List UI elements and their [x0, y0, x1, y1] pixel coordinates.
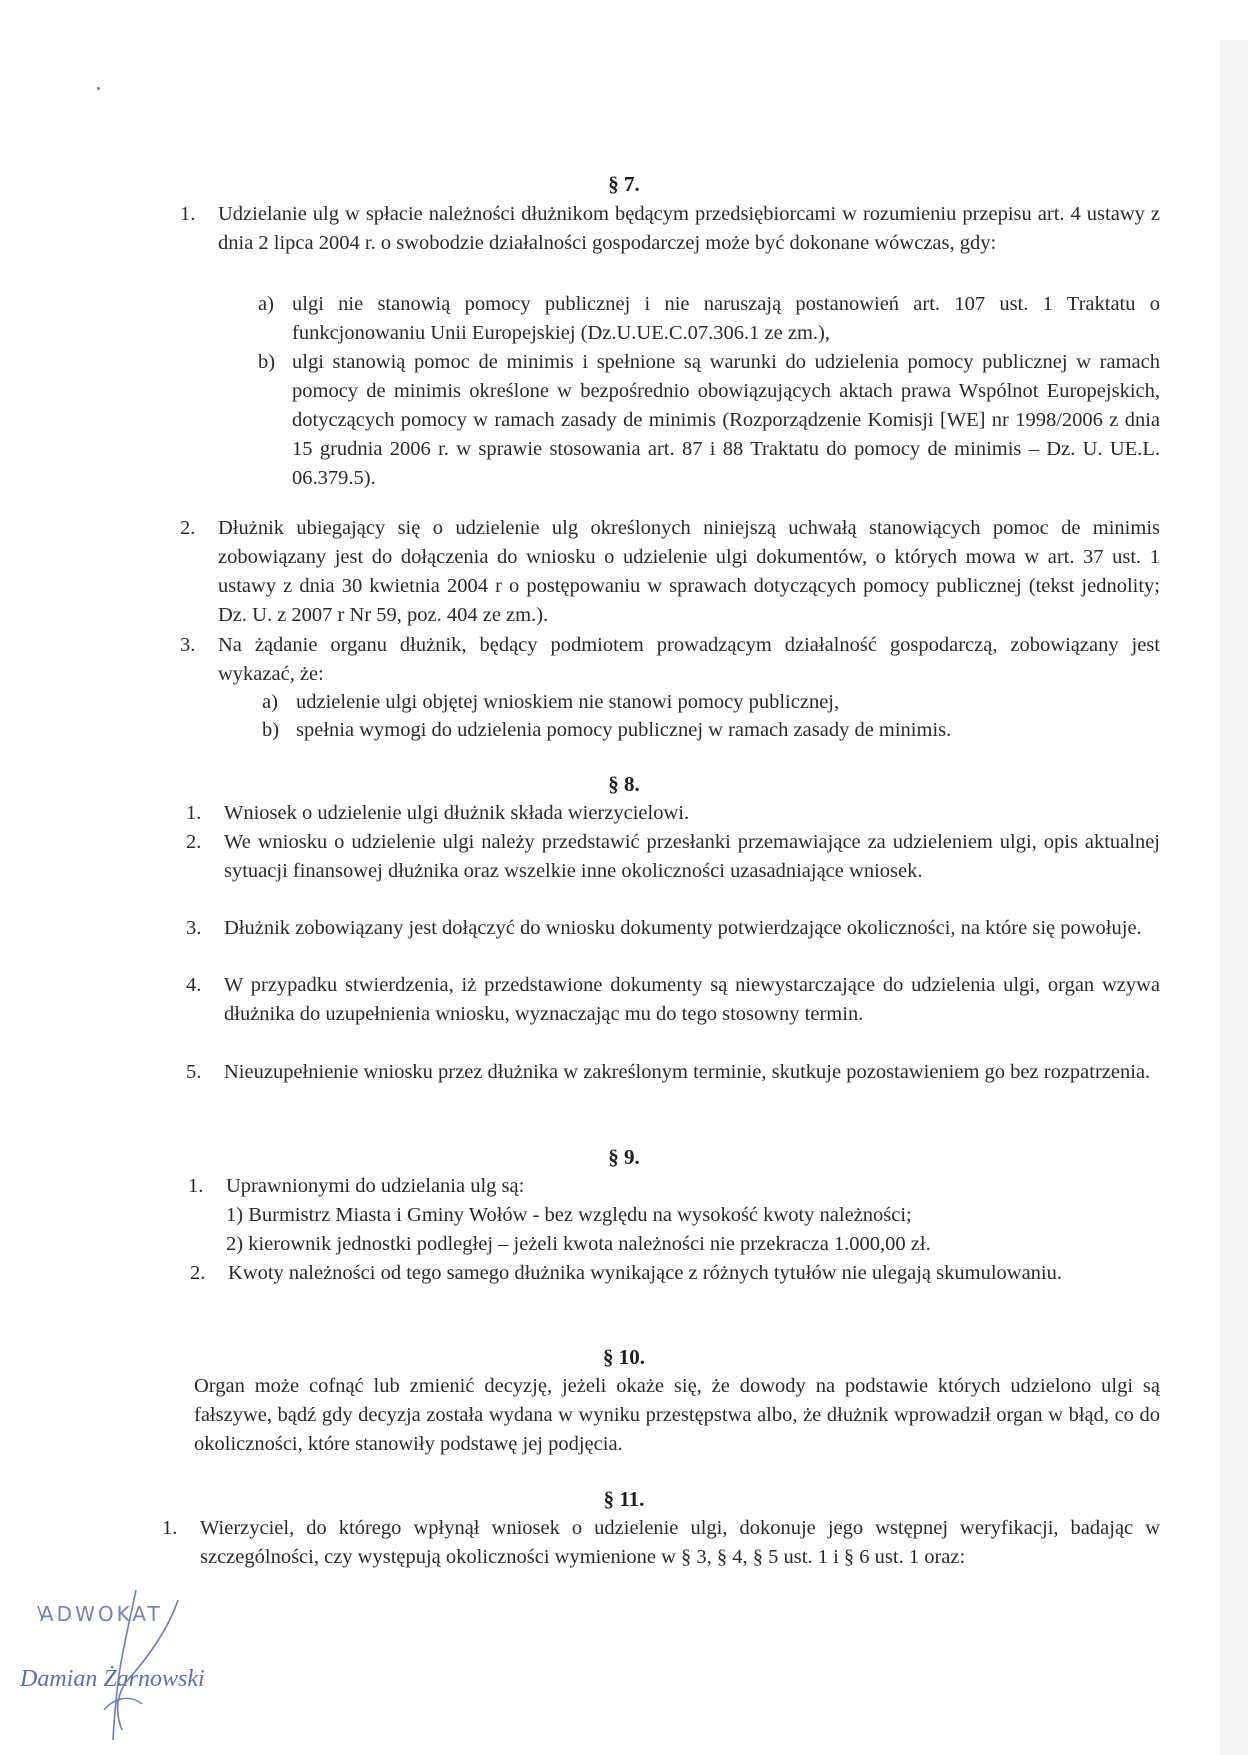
section-8-item-1 — [186, 799, 1160, 828]
section-9-heading: § 9. — [608, 1145, 640, 1169]
section-10-text: Organ może cofnąć lub zmienić decyzję, jeżeli okaże się, że dowody na podstawie których udzielono ulgi są fałszywe, bądź gdy decyzja została wydana w wyniku przestępstwa albo, że dłużnik wprowadził organ w błąd, co do okoliczności, które stanowiły podstawę jej podjęcia. — [194, 1375, 1160, 1455]
stamp-title: ADWOKAT — [40, 1602, 163, 1626]
item-number: 2. — [180, 517, 196, 539]
section-8-item-5 — [186, 1058, 1160, 1087]
section-8-heading: § 8. — [608, 772, 640, 796]
section-7-item-1 — [180, 200, 1160, 258]
item-number: 3. — [186, 917, 202, 939]
item-letter: a) — [258, 293, 274, 315]
item-text: We wniosku o udzielenie ulgi należy przedstawić przesłanki przemawiające za udzieleniem ulgi, opis aktualnej sytuacji finansowej dłużnika oraz wszelkie inne okoliczności uzasadniające wniosek. — [224, 831, 1160, 882]
section-10-heading: § 10. — [603, 1345, 645, 1369]
item-letter: b) — [262, 719, 280, 741]
item-letter: b) — [258, 351, 276, 373]
item-number: 1. — [188, 1175, 204, 1197]
section-9-item-1 — [188, 1172, 1160, 1201]
item-text: spełnia wymogi do udzielenia pomocy publicznej w ramach zasady de minimis. — [296, 719, 952, 741]
item-text: Wniosek o udzielenie ulgi dłużnik składa wierzycielowi. — [224, 802, 690, 824]
section-8-item-2 — [186, 828, 1160, 886]
item-text: ulgi nie stanowią pomocy publicznej i nie naruszają postanowień art. 107 ust. 1 Traktatu o funkcjonowaniu Unii Europejskiej (Dz.U.UE.C.07.306.1 ze zm.), — [292, 293, 1160, 344]
item-number: 2. — [186, 831, 202, 853]
item-number: 4. — [186, 974, 202, 996]
item-number: 1. — [180, 203, 196, 225]
item-text: Uprawnionymi do udzielania ulg są: — [226, 1175, 525, 1197]
item-text: Dłużnik ubiegający się o udzielenie ulg określonych niniejszą uchwałą stanowiących pomoc de minimis zobowiązany jest do dołączenia do wniosku o udzielenie ulgi dokumentów, o których mowa w art. 37 ust. 1 ustawy z dnia 30 kwietnia 2004 r o postępowaniu w sprawach dotyczących pomocy publicznej (tekst jednolity; Dz. U. z 2007 r Nr 59, poz. 404 ze zm.). — [218, 517, 1160, 626]
section-7-item-1-a — [258, 290, 1160, 348]
item-text: Udzielanie ulg w spłacie należności dłużnikom będącym przedsiębiorcami w rozumieniu przepisu art. 4 ustawy z dnia 2 lipca 2004 r. o swobodzie działalności gospodarczej może być dokonane wówczas, gdy: — [218, 203, 1160, 254]
section-8-item-4 — [186, 971, 1160, 1029]
item-text: udzielenie ulgi objętej wnioskiem nie stanowi pomocy publicznej, — [296, 691, 840, 713]
item-text: Dłużnik zobowiązany jest dołączyć do wniosku dokumenty potwierdzające okoliczności, na które się powołuje. — [224, 917, 1142, 939]
section-7-item-1-b — [258, 348, 1160, 493]
item-text: Na żądanie organu dłużnik, będący podmiotem prowadzącym działalność gospodarczą, zobowiązany jest wykazać, że: — [218, 634, 1160, 685]
section-8-item-3 — [186, 914, 1160, 943]
section-9-subitem-1: 1) Burmistrz Miasta i Gminy Wołów - bez względu na wysokość kwoty należności; — [226, 1204, 912, 1226]
advocate-stamp — [18, 1590, 248, 1750]
section-7-item-3 — [180, 631, 1160, 689]
item-text: Wierzyciel, do którego wpłynął wniosek o udzielenie ulgi, dokonuje jego wstępnej weryfikacji, badając w szczególności, czy występują okoliczności wymienione w § 3, § 4, § 5 ust. 1 i § 6 ust. 1 oraz: — [200, 1517, 1160, 1568]
scan-speck — [97, 87, 100, 90]
item-text: Kwoty należności od tego samego dłużnika wynikające z różnych tytułów nie ulegają skumulowaniu. — [228, 1262, 1063, 1284]
stamp-name: Damian Żarnowski — [20, 1666, 205, 1692]
section-9-item-2 — [190, 1259, 1160, 1288]
section-7-item-3-b — [262, 716, 1160, 745]
item-text: W przypadku stwierdzenia, iż przedstawione dokumenty są niewystarczające do udzielenia ulgi, organ wzywa dłużnika do uzupełnienia wniosku, wyznaczając mu do tego stosowny termin. — [224, 974, 1160, 1025]
item-text: ulgi stanowią pomoc de minimis i spełnione są warunki do udzielenia pomocy publicznej w ramach pomocy de minimis określone w bezpośrednio obowiązujących aktach prawa Wspólnot Europejskich, dotyczących pomocy w ramach zasady de minimis (Rozporządzenie Komisji [WE] nr 1998/2006 z dnia 15 grudnia 2006 r. w sprawie stosowania art. 87 i 88 Traktatu do pomocy de minimis – Dz. U. UE.L. 06.379.5). — [292, 351, 1160, 489]
section-7-item-2 — [180, 514, 1160, 630]
handwritten-signature — [18, 1590, 248, 1750]
item-number: 3. — [180, 634, 196, 656]
item-letter: a) — [262, 691, 278, 713]
item-number: 2. — [190, 1262, 206, 1284]
item-number: 1. — [162, 1517, 178, 1539]
item-text: Nieuzupełnienie wniosku przez dłużnika w zakreślonym terminie, skutkuje pozostawieniem go bez rozpatrzenia. — [224, 1061, 1151, 1083]
section-11-item-1 — [162, 1514, 1160, 1572]
section-7-heading: § 7. — [608, 172, 640, 196]
section-11-heading: § 11. — [603, 1487, 645, 1511]
item-number: 1. — [186, 802, 202, 824]
section-9-subitem-2: 2) kierownik jednostki podległej – jeżeli kwota należności nie przekracza 1.000,00 zł. — [226, 1233, 931, 1255]
section-7-item-3-a — [262, 688, 1160, 717]
item-number: 5. — [186, 1061, 202, 1083]
